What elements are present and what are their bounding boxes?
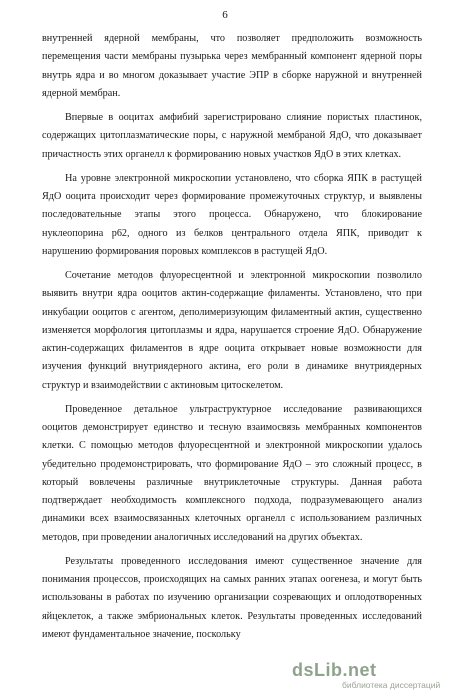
body-text xyxy=(42,30,422,644)
watermark-caption: библиотека диссертаций xyxy=(342,680,441,690)
paragraph: Сочетание методов флуоресцентной и электронной микроскопии позволило выявить внутри ядра ооцитов актин-содержащие филаменты. Установлено, что при инкубации ооцитов с агентом, деполимеризующим филаментный актин, существенно изменяется морфология цитоплазмы и ядра, нарушается строение ЯдО. Обнаружение актин-содержащих филаментов в ядре ооцита открывает новые возможности для изучения функций внутриядерного актина, его роли в динамике внутриядерных структур и взаимодействии с актиновым цитоскелетом. xyxy=(42,270,422,391)
watermark xyxy=(292,660,442,690)
paragraph: Впервые в ооцитах амфибий зарегистрировано слияние пористых пластинок, содержащих цитоплазматические поры, с наружной мембраной ЯдО, что доказывает причастность этих органелл к формированию новых участков ЯдО в этих клетках. xyxy=(42,112,422,160)
paragraph: Проведенное детальное ультраструктурное исследование развивающихся ооцитов демонстрирует единство и тесную взаимосвязь мембранных компонентов клетки. С помощью методов флуоресцентной и электронной микроскопии удалось убедительно продемонстрировать, что формирование ЯдО – это сложный процесс, в который вовлечены различные внутриклеточные структуры. Данная работа подтверждает необходимость комплексного подхода, подразумевающего анализ динамики всех взаимосвязанных клеточных органелл с использованием различных методов, при проведении аналогичных исследований на других объектах. xyxy=(42,403,422,543)
page-number: 6 xyxy=(222,9,228,21)
watermark-logo: dsLib.net xyxy=(292,660,377,680)
paragraph: внутренней ядерной мембраны, что позволяет предположить возможность перемещения части мембраны пузырька через мембранный компонент ядерной поры внутрь ядра и во многом доказывает участие ЭПР в сборке наружной и внутренней ядерной мембран. xyxy=(42,33,422,99)
paragraph: На уровне электронной микроскопии установлено, что сборка ЯПК в растущей ЯдО ооцита происходит через формирование промежуточных структур, и выявлены последовательные этапы этого процесса. Обнаружено, что блокирование нуклеопорина p62, одного из белков центрального отдела ЯПК, приводит к нарушению формирования поровых комплексов в растущей ЯдО. xyxy=(42,172,422,257)
paragraph: Результаты проведенного исследования имеют существенное значение для понимания процессов, происходящих на самых ранних этапах оогенеза, и могут быть использованы в работах по изучению организации созревающих и оплодотворенных яйцеклеток, а также эмбриональных клеток. Результаты проведенных исследований имеют фундаментальное значение, поскольку xyxy=(42,555,422,640)
